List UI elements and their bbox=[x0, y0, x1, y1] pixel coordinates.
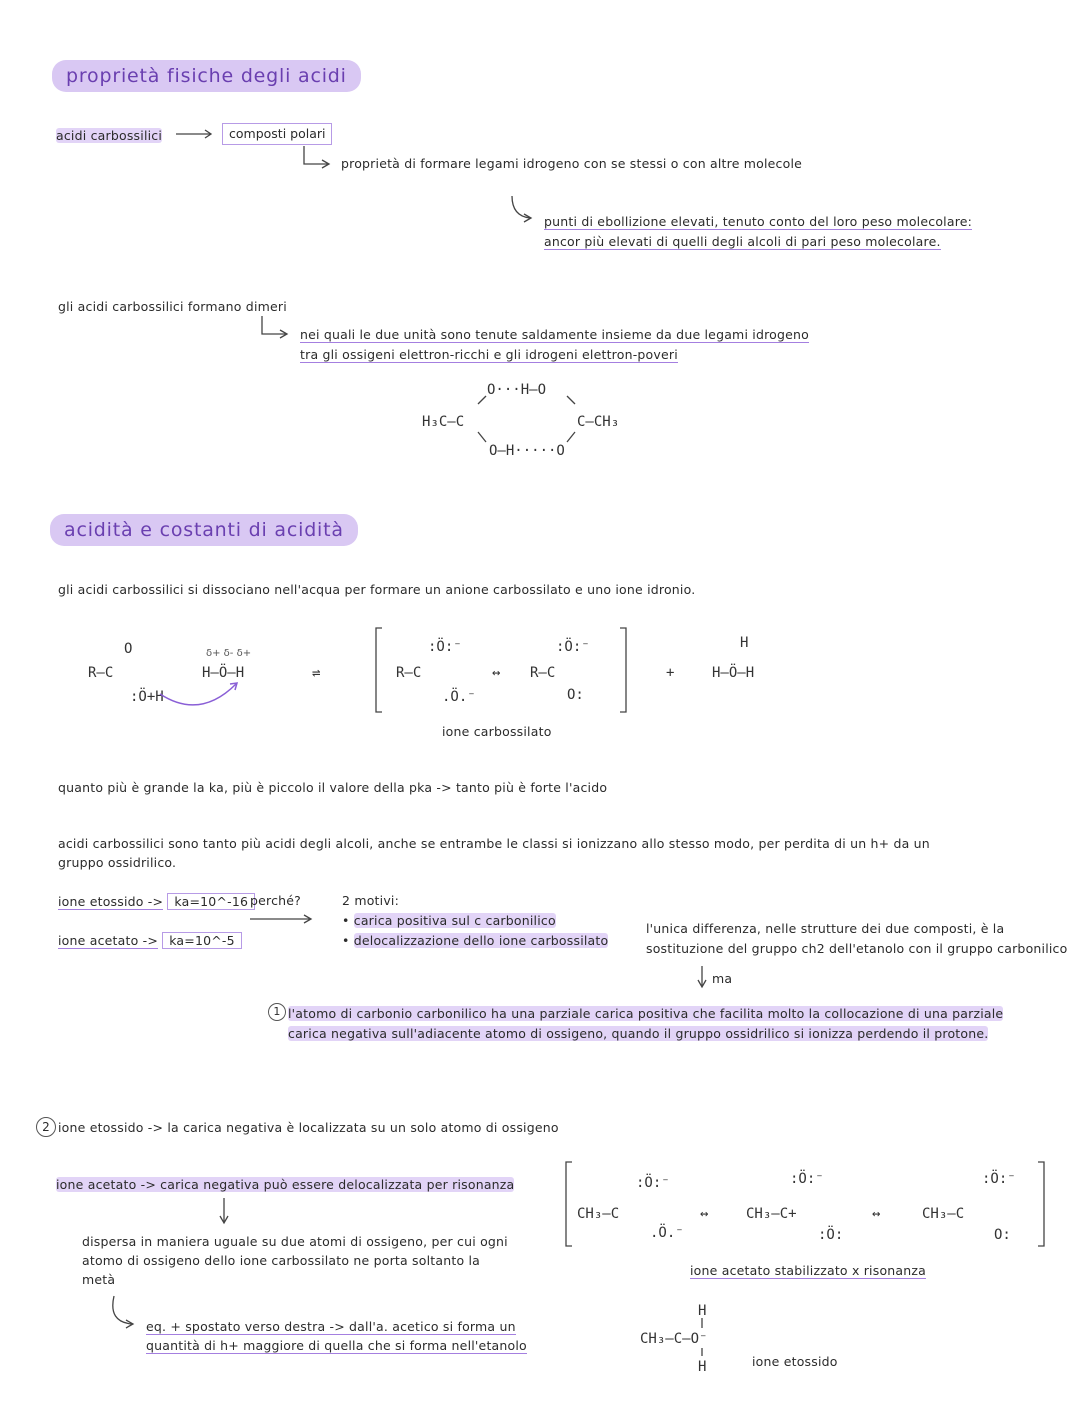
dimeri-heading: gli acidi carbossilici formano dimeri bbox=[58, 299, 287, 314]
section-title-physical-properties: proprietà fisiche degli acidi bbox=[52, 60, 361, 92]
dispersa-3: metà bbox=[82, 1272, 116, 1287]
ma-label: ma bbox=[712, 971, 733, 986]
dimer-right-group: C–CH₃ bbox=[577, 414, 620, 430]
stabilizzato-text: ione acetato stabilizzato x risonanza bbox=[690, 1263, 927, 1278]
ione-carbossilato-label: ione carbossilato bbox=[442, 724, 552, 739]
alcoli-line-2: gruppo ossidrilico. bbox=[58, 855, 177, 870]
acid-oh: :Ö+H bbox=[130, 689, 164, 705]
curved-arrow-proton bbox=[160, 684, 236, 705]
eq-text-2: quantità di h+ maggiore di quella che si forma nell'etanolo bbox=[146, 1338, 527, 1353]
ione-etossido-label: ione etossido bbox=[752, 1354, 838, 1369]
bracket-left bbox=[376, 628, 382, 712]
dimeri-desc-text-1: nei quali le due unità sono tenute saldamente insieme da due legami idrogeno bbox=[300, 327, 809, 342]
hook-arrow-ebollizione bbox=[512, 196, 530, 218]
differenza-2: sostituzione del gruppo ch2 dell'etanolo con il gruppo carbonilico bbox=[646, 941, 1068, 956]
acetate-2-obot: :Ö: bbox=[818, 1227, 844, 1243]
resonance-arrow-1: ↔ bbox=[492, 665, 501, 681]
punto-1-text-1: l'atomo di carbonio carbonilico ha una parziale carica positiva che facilita molto la collocazione di una parziale bbox=[288, 1006, 1004, 1021]
punto-1-text-2: carica negativa sull'adiacente atomo di ossigeno, quando il gruppo ossidrilico si ionizza perdendo il protone. bbox=[288, 1026, 989, 1041]
equilibrium-arrow: ⇌ bbox=[312, 665, 321, 681]
acetate-2: CH₃–C+ bbox=[746, 1206, 797, 1222]
carboxylate-1-obot: .Ö.⁻ bbox=[442, 689, 476, 705]
dimeri-desc-text-2: tra gli ossigeni elettron-ricchi e gli idrogeni elettron-poveri bbox=[300, 347, 678, 362]
bracket-right bbox=[620, 628, 626, 712]
dimer-top: O···H–O bbox=[487, 382, 547, 398]
punto-1-number: 1 bbox=[268, 1003, 286, 1021]
motivo-1-text: carica positiva sul c carbonilico bbox=[353, 913, 556, 928]
acetate-1-otop: :Ö:⁻ bbox=[636, 1175, 670, 1191]
eq-text-1: eq. + spostato verso destra -> dall'a. acetico si forma un bbox=[146, 1319, 516, 1334]
alcoli-line-1: acidi carbossilici sono tanto più acidi degli alcoli, anche se entrambe le classi si ionizzano allo stesso modo, per perdita di un h+ da un bbox=[58, 836, 930, 851]
hydronium: H–Ö–H bbox=[712, 665, 755, 681]
carboxylate-1-rc: R–C bbox=[396, 665, 422, 681]
acetate-1-obot: .Ö.⁻ bbox=[650, 1225, 684, 1241]
carboxylate-2-otop: :Ö:⁻ bbox=[556, 639, 590, 655]
carboxylate-2-rc: R–C bbox=[530, 665, 556, 681]
dispersa-1: dispersa in maniera uguale su due atomi di ossigeno, per cui ogni bbox=[82, 1234, 508, 1249]
acetate-3-otop: :Ö:⁻ bbox=[982, 1171, 1016, 1187]
ethoxide-h-top: H bbox=[698, 1303, 707, 1319]
motivo-2-text: delocalizzazione dello ione carbossilato bbox=[353, 933, 609, 948]
dissociation-intro: gli acidi carbossilici si dissociano nell'acqua per formare un anione carbossilato e uno ione idronio. bbox=[58, 582, 696, 597]
ethoxide-h-bottom: H bbox=[698, 1359, 707, 1375]
delta-charges: δ+ δ- δ+ bbox=[206, 648, 252, 659]
motivo-2: • delocalizzazione dello ione carbossilato bbox=[342, 933, 609, 948]
carboxylate-1-otop: :Ö:⁻ bbox=[428, 639, 462, 655]
carboxylate-2-obot: O: bbox=[567, 687, 584, 703]
etossido-ka-box: ka=10^-16 bbox=[167, 893, 255, 910]
pka-rule: quanto più è grande la ka, più è piccolo il valore della pka -> tanto più è forte l'acido bbox=[58, 780, 608, 795]
acetate-1: CH₃–C bbox=[577, 1206, 620, 1222]
punto-2-text: ione etossido -> la carica negativa è localizzata su un solo atomo di ossigeno bbox=[58, 1120, 559, 1135]
ebollizione-text-2: ancor più elevati di quelli degli alcoli di pari peso molecolare. bbox=[544, 234, 941, 249]
etossido-label: ione etossido -> bbox=[58, 894, 164, 909]
legami-idrogeno-text: proprietà di formare legami idrogeno con se stessi o con altre molecole bbox=[341, 156, 803, 171]
section-title-acidity: acidità e costanti di acidità bbox=[50, 514, 358, 546]
motivi-title: 2 motivi: bbox=[342, 893, 400, 908]
resonance-arrow-3: ↔ bbox=[872, 1206, 881, 1222]
acidi-carbossilici-text: acidi carbossilici bbox=[56, 128, 163, 143]
perche-label: perché? bbox=[250, 893, 302, 908]
punto-2-number: 2 bbox=[36, 1117, 56, 1137]
hydronium-h-top: H bbox=[740, 635, 749, 651]
acid-rc: R–C bbox=[88, 665, 114, 681]
differenza-1: l'unica differenza, nelle strutture dei due composti, è la bbox=[646, 921, 1005, 936]
acetato-label: ione acetato -> bbox=[58, 933, 158, 948]
dispersa-2: atomo di ossigeno dello ione carbossilato ne porta soltanto la bbox=[82, 1253, 481, 1268]
dimer-left-group: H₃C–C bbox=[422, 414, 465, 430]
composti-polari-box: composti polari bbox=[222, 123, 332, 145]
bracket-acetate-right bbox=[1038, 1162, 1044, 1246]
acetato-ka-box: ka=10^-5 bbox=[162, 932, 242, 949]
acid-o-top: O bbox=[124, 641, 133, 657]
bracket-acetate-left bbox=[566, 1162, 572, 1246]
motivo-1: • carica positiva sul c carbonilico bbox=[342, 913, 556, 928]
water: H–Ö–H bbox=[202, 665, 245, 681]
plus-sign: + bbox=[666, 665, 675, 681]
resonance-arrow-2: ↔ bbox=[700, 1206, 709, 1222]
acetate-2-otop: :Ö:⁻ bbox=[790, 1171, 824, 1187]
ebollizione-text-1: punti di ebollizione elevati, tenuto conto del loro peso molecolare: bbox=[544, 214, 973, 229]
dimer-bond bbox=[478, 396, 486, 404]
dimer-bottom: O–H·····O bbox=[489, 443, 565, 459]
acetato-resonance-text: ione acetato -> carica negativa può essere delocalizzata per risonanza bbox=[56, 1177, 515, 1192]
acetate-3-obot: O: bbox=[994, 1227, 1011, 1243]
ethoxide: CH₃–C–O⁻ bbox=[640, 1331, 708, 1347]
acetate-3: CH₃–C bbox=[922, 1206, 965, 1222]
hook-arrow-eq bbox=[113, 1296, 132, 1324]
